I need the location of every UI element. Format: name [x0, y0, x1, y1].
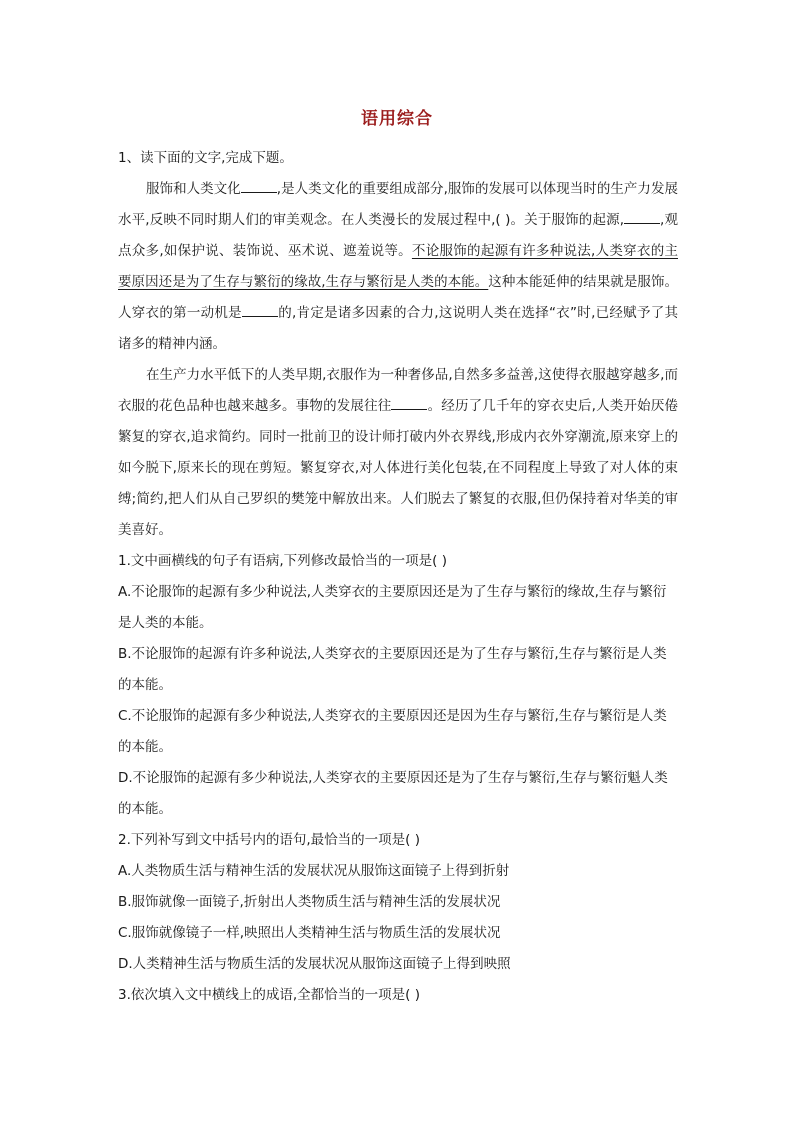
question-1-option-d: D.不论服饰的起源有多少种说法,人类穿衣的主要原因还是为了生存与繁衍,生存与繁衍魁人类的本能。 — [118, 770, 668, 817]
question-1-option-c: C.不论服饰的起源有多少种说法,人类穿衣的主要原因还是因为生存与繁衍,生存与繁衍是人类的本能。 — [118, 708, 667, 755]
question-2-option-d: D.人类精神生活与物质生活的发展状况从服饰这面镜子上得到映照 — [118, 956, 511, 972]
passage-text: 的,肯定是诸多因素的合力,这说明人类在选择“衣”时,已经赋予了其诸多的精神内涵。 — [118, 305, 678, 352]
passage-text: 在生产力水平低下的人类早期,衣服作为一种奢侈品,自然多多益善,这使得衣服越穿越多,而衣服的花色品种也越来越多。事物的发展往往 — [118, 367, 678, 414]
fill-blank — [241, 178, 277, 193]
passage-text: 服饰和人类文化 — [146, 181, 241, 197]
question-1-stem: 1.文中画横线的句子有语病,下列修改最恰当的一项是( ) — [118, 553, 447, 569]
fill-blank — [242, 302, 278, 317]
underlined-sentence: 不论服饰的起源有许多种说法,人类穿衣的主要原因还是为了生存与繁衍的缘故,生存与繁衍是人类的本能。 — [118, 243, 678, 290]
exercise-intro: 1、读下面的文字,完成下题。 — [118, 150, 293, 166]
passage-text: ,是人类文化的重要组成部分,服饰的发展可以体现当时的生产力发展水平,反映不同时期人们的审美观念。在人类漫长的发展过程中,( )。关于服饰的起源, — [118, 181, 679, 228]
passage-paragraph-2 — [118, 360, 678, 546]
question-1-option-b: B.不论服饰的起源有许多种说法,人类穿衣的主要原因还是为了生存与繁衍,生存与繁衍是人类的本能。 — [118, 646, 667, 693]
document-content — [118, 143, 678, 1011]
document-title: 语用综合 — [361, 109, 433, 129]
question-3-stem: 3.依次填入文中横线上的成语,全都恰当的一项是( ) — [118, 987, 420, 1003]
fill-blank — [391, 395, 427, 410]
passage-text: 。经历了几千年的穿衣史后,人类开始厌倦繁复的穿衣,追求简约。同时一批前卫的设计师打破内外衣界线,形成内衣外穿潮流,原来穿上的如今脱下,原来长的现在剪短。繁复穿衣,对人体进行美化包装,在不同程度上导致了对人体的束缚;简约,把人们从自己罗织的樊笼中解放出来。人们脱去了繁复的衣服,但仍保持着对华美的审美喜好。 — [118, 398, 678, 538]
passage-paragraph-1 — [118, 174, 678, 360]
passage-text: 这种本能延伸的结果就是服饰。人穿衣的第一动机是 — [118, 274, 678, 321]
question-2-option-b: B.服饰就像一面镜子,折射出人类物质生活与精神生活的发展状况 — [118, 894, 501, 910]
passage-text: ,观点众多,如保护说、装饰说、巫术说、遮羞说等。 — [118, 212, 678, 259]
question-2-stem: 2.下列补写到文中括号内的语句,最恰当的一项是( ) — [118, 832, 420, 848]
question-2-option-c: C.服饰就像镜子一样,映照出人类精神生活与物质生活的发展状况 — [118, 925, 501, 941]
question-2-option-a: A.人类物质生活与精神生活的发展状况从服饰这面镜子上得到折射 — [118, 863, 510, 879]
question-1-option-a: A.不论服饰的起源有多少种说法,人类穿衣的主要原因还是为了生存与繁衍的缘故,生存与繁衍是人类的本能。 — [118, 584, 667, 631]
fill-blank — [624, 209, 660, 224]
